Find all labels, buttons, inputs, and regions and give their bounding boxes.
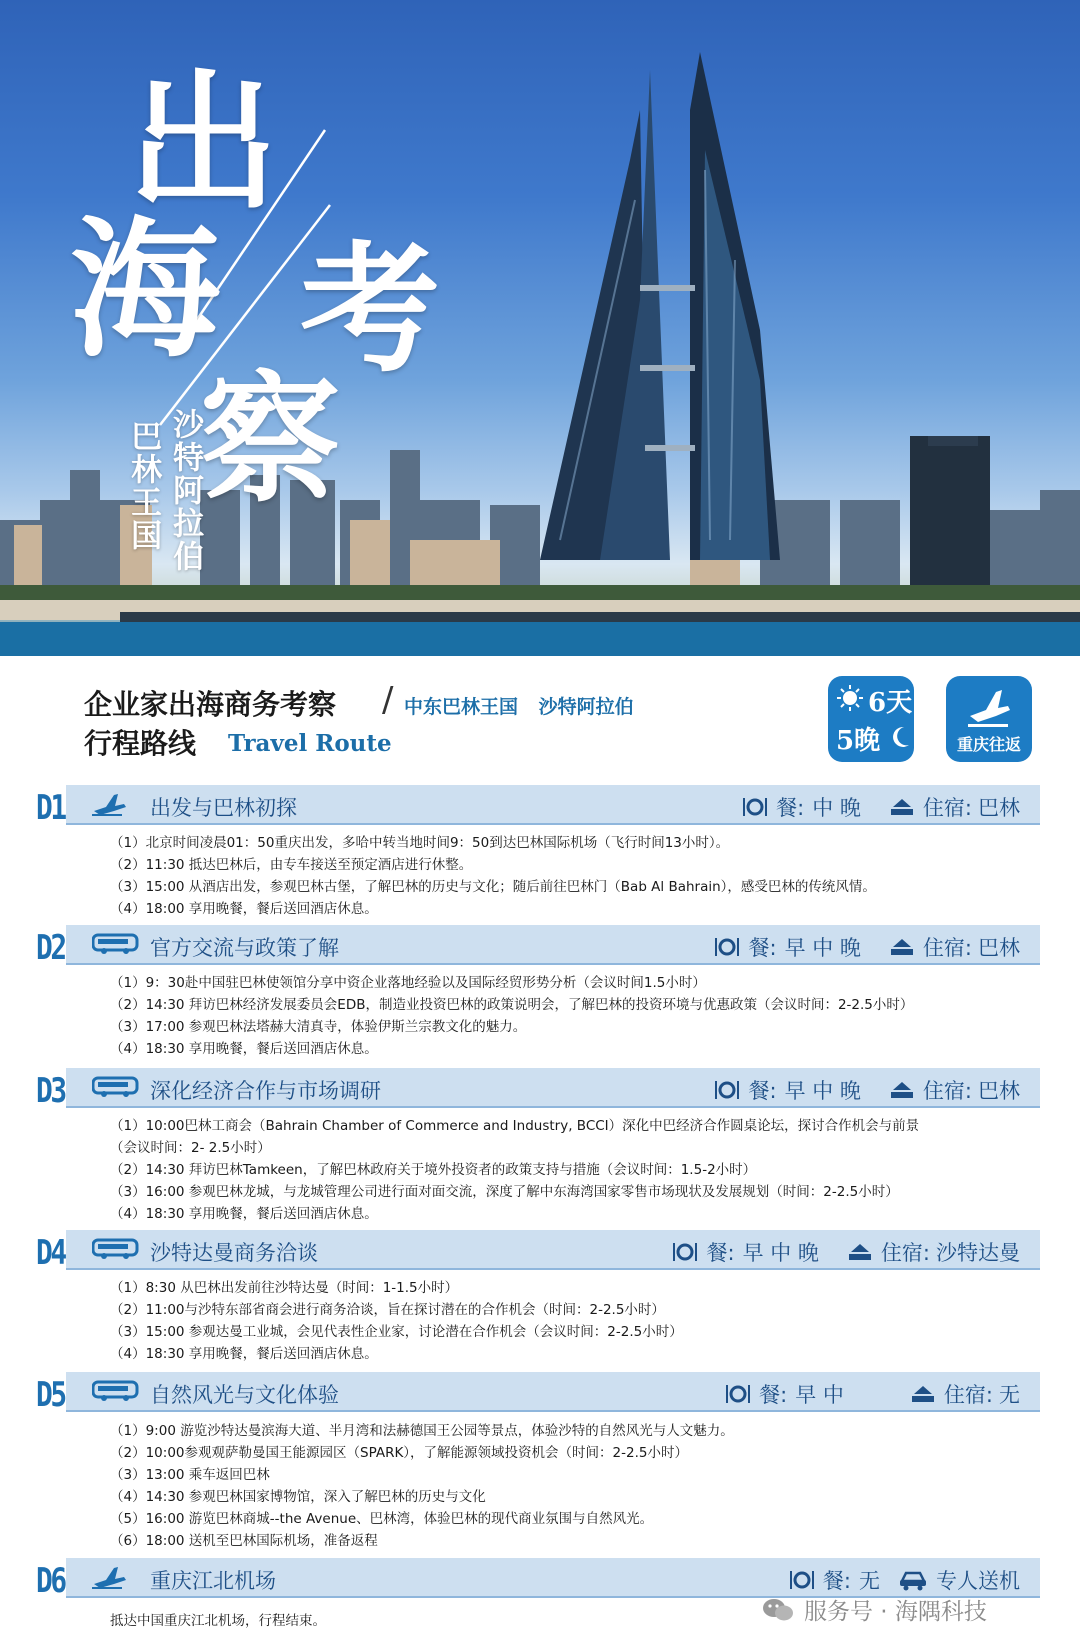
list-item: （4）18:30 享用晚餐，餐后送回酒店休息。	[110, 1041, 378, 1057]
stay-prefix: 住宿:	[922, 1079, 972, 1103]
list-item: （5）16:00 游览巴林商城--the Avenue、巴林湾，体验巴林的现代商业氛围与自然风光。	[110, 1511, 654, 1527]
hero-banner	[0, 0, 1080, 656]
day-itinerary-list	[110, 1277, 1030, 1365]
day-itinerary-list	[110, 1115, 1030, 1225]
stay-prefix: 住宿:	[943, 1383, 993, 1407]
meal-icon	[714, 936, 740, 958]
list-item: （1）10:00巴林工商会（Bahrain Chamber of Commerce and Industry, BCCI）深化中巴经济合作圆桌论坛，探讨合作机会与前景	[110, 1118, 920, 1134]
hero-country-bahrain: 巴林王国	[125, 420, 162, 552]
hotel-icon	[847, 1240, 873, 1264]
meal-prefix: 餐:	[706, 1241, 735, 1265]
moon-icon	[892, 726, 910, 748]
meal-prefix: 餐:	[748, 1079, 777, 1103]
route-title-cn: 行程路线	[84, 727, 197, 760]
hotel-icon	[889, 795, 915, 819]
bus-icon	[92, 933, 140, 955]
meal-list: 中 晚	[812, 796, 861, 820]
list-item: （1）9：30赴中国驻巴林使领馆分享中资企业落地经验以及国际经贸形势分析（会议时间1.5小时）	[110, 975, 706, 991]
list-item: （2）11:30 抵达巴林后，由专车接送至预定酒店进行休整。	[110, 857, 473, 873]
watermark-text: 服务号 · 海隅科技	[804, 1599, 987, 1625]
day-header-bar	[66, 925, 1040, 965]
page-subtitle: 中东巴林王国 沙特阿拉伯	[404, 696, 634, 718]
stay-prefix: 住宿:	[922, 936, 972, 960]
day-header-bar	[66, 1558, 1040, 1598]
day-itinerary-list	[110, 832, 1030, 920]
meal-prefix: 餐:	[822, 1569, 851, 1593]
plane-icon	[92, 1566, 128, 1590]
bus-icon	[92, 1380, 140, 1402]
plane-icon	[966, 686, 1012, 728]
day-label: D3	[36, 1071, 65, 1111]
stay-prefix: 住宿:	[922, 796, 972, 820]
hotel-icon	[910, 1382, 936, 1406]
stay-location: 巴林	[978, 796, 1020, 820]
hotel-icon	[889, 935, 915, 959]
day-title: 深化经济合作与市场调研	[150, 1079, 381, 1103]
day-header-bar	[66, 1068, 1040, 1108]
title-slash: /	[382, 680, 394, 720]
list-item: （2）11:00与沙特东部省商会进行商务洽谈，旨在探讨潜在的合作机会（时间：2-2.5小时）	[110, 1302, 665, 1318]
list-item: （3）17:00 参观巴林法塔赫大清真寺，体验伊斯兰宗教文化的魅力。	[110, 1019, 527, 1035]
day-itinerary-list	[110, 1420, 1030, 1552]
stay-prefix: 住宿:	[880, 1241, 930, 1265]
route-title-en: Travel Route	[228, 730, 392, 757]
stay-location: 沙特达曼	[936, 1241, 1020, 1265]
meal-prefix: 餐:	[748, 936, 777, 960]
list-item: （3）13:00 乘车返回巴林	[110, 1467, 270, 1483]
meal-list: 早 中 晚	[742, 1241, 819, 1265]
meal-list: 早 中 晚	[784, 936, 861, 960]
day-label: D5	[36, 1375, 65, 1415]
day-label: D6	[36, 1561, 65, 1601]
day-header-bar	[66, 1372, 1040, 1412]
wechat-icon	[762, 1597, 794, 1623]
meal-prefix: 餐:	[776, 796, 805, 820]
list-item: 抵达中国重庆江北机场，行程结束。	[110, 1613, 326, 1629]
page-title: 企业家出海商务考察	[84, 688, 337, 721]
plane-icon	[92, 793, 128, 817]
meal-list: 早 中 晚	[784, 1079, 861, 1103]
day-meal-stay	[708, 932, 1020, 962]
meal-icon	[672, 1241, 698, 1263]
day-title: 官方交流与政策了解	[150, 936, 339, 960]
meal-list: 早 中	[795, 1383, 844, 1407]
list-item: （4）14:30 参观巴林国家博物馆，深入了解巴林的历史与文化	[110, 1489, 486, 1505]
day-title: 沙特达曼商务洽谈	[150, 1241, 318, 1265]
list-item: （3）15:00 从酒店出发，参观巴林古堡，了解巴林的历史与文化；随后前往巴林门（Bab Al Bahrain），感受巴林的传统风情。	[110, 879, 876, 895]
day-title: 自然风光与文化体验	[150, 1383, 339, 1407]
transfer-label: 专人送机	[936, 1569, 1020, 1593]
bus-icon	[92, 1238, 140, 1260]
day-label: D4	[36, 1233, 65, 1273]
watermark	[762, 1593, 987, 1626]
meal-list: 无	[859, 1569, 880, 1593]
meal-prefix: 餐:	[759, 1383, 788, 1407]
day-meal-stay	[708, 1075, 1020, 1105]
day-title: 出发与巴林初探	[150, 796, 297, 820]
day-meal-stay	[736, 792, 1020, 822]
round-trip-badge	[946, 676, 1032, 762]
sun-icon	[836, 684, 864, 712]
list-item: （4）18:30 享用晚餐，餐后送回酒店休息。	[110, 1346, 378, 1362]
day-itinerary-list	[110, 972, 1030, 1060]
list-item: （3）16:00 参观巴林龙城，与龙城管理公司进行面对面交流，深度了解中东海湾国家零售市场现状及发展规划（时间：2-2.5小时）	[110, 1184, 899, 1200]
hero-title-char-2: 海	[70, 202, 221, 378]
list-item: （3）15:00 参观达曼工业城，会见代表性企业家，讨论潜在合作机会（会议时间：2-2.5小时）	[110, 1324, 683, 1340]
stay-location: 无	[999, 1383, 1020, 1407]
car-icon	[898, 1569, 928, 1591]
hotel-icon	[889, 1078, 915, 1102]
list-item: （2）14:30 拜访巴林经济发展委员会EDB，制造业投资巴林的政策说明会，了解巴林的投资环境与优惠政策（会议时间：2-2.5小时）	[110, 997, 914, 1013]
day-header-bar	[66, 785, 1040, 825]
duration-nights: 5晚	[836, 726, 881, 756]
meal-icon	[714, 1079, 740, 1101]
duration-days: 6天	[868, 688, 913, 718]
list-item: （2）10:00参观观萨勒曼国王能源园区（SPARK），了解能源领域投资机会（时间：2-2.5小时）	[110, 1445, 688, 1461]
list-item: （2）14:30 拜访巴林Tamkeen，了解巴林政府关于境外投资者的政策支持与措施（会议时间：1.5-2小时）	[110, 1162, 757, 1178]
stay-location: 巴林	[978, 936, 1020, 960]
list-item: （6）18:00 送机至巴林国际机场，准备返程	[110, 1533, 378, 1549]
day-label: D1	[36, 788, 65, 828]
day-meal-stay	[666, 1237, 1020, 1267]
round-trip-city: 重庆往返	[956, 735, 1021, 754]
list-item: （1）9:00 游览沙特达曼滨海大道、半月湾和法赫德国王公园等景点，体验沙特的自然风光与人文魅力。	[110, 1423, 734, 1439]
hero-country-saudi: 沙特阿拉伯	[167, 408, 204, 573]
duration-badge	[828, 676, 914, 762]
meal-icon	[789, 1569, 815, 1591]
meal-icon	[742, 796, 768, 818]
day-meal-transfer	[783, 1565, 1020, 1595]
hero-title-char-3: 考	[300, 228, 441, 392]
list-item: （会议时间：2- 2.5小时）	[110, 1140, 271, 1156]
stay-location: 巴林	[978, 1079, 1020, 1103]
list-item: （4）18:30 享用晚餐，餐后送回酒店休息。	[110, 1206, 378, 1222]
hero-title-char-4: 察	[200, 358, 341, 522]
list-item: （1）8:30 从巴林出发前往沙特达曼（时间：1-1.5小时）	[110, 1280, 459, 1296]
day-header-bar	[66, 1230, 1040, 1270]
day-label: D2	[36, 928, 65, 968]
meal-icon	[725, 1383, 751, 1405]
hero-title-char-1: 出	[128, 55, 279, 231]
bus-icon	[92, 1076, 140, 1098]
day-title: 重庆江北机场	[150, 1569, 276, 1593]
list-item: （1）北京时间凌晨01：50重庆出发，多哈中转当地时间9：50到达巴林国际机场（飞行时间13小时）。	[110, 835, 730, 851]
list-item: （4）18:00 享用晚餐，餐后送回酒店休息。	[110, 901, 378, 917]
day-meal-stay	[719, 1379, 1020, 1409]
